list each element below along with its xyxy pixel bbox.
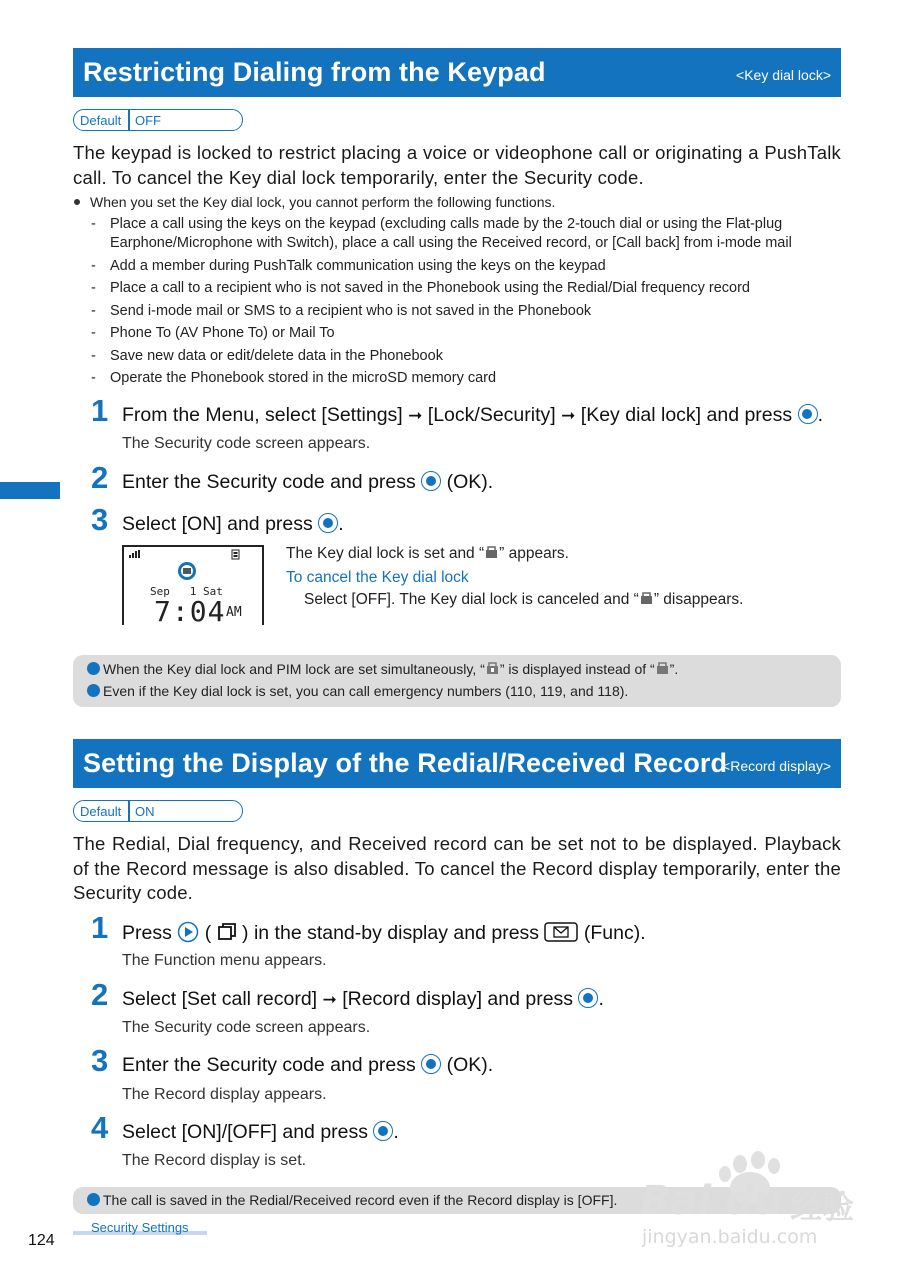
key-lock-icon — [639, 592, 654, 606]
list-item-text: Phone To (AV Phone To) or Mail To — [110, 325, 335, 341]
list-item: - Phone To (AV Phone To) or Mail To — [91, 325, 335, 341]
default-setting-pill — [73, 109, 243, 131]
cancel-heading: To cancel the Key dial lock — [286, 569, 469, 586]
list-item-text: Save new data or edit/delete data in the Phonebook — [110, 347, 443, 364]
notes-box — [73, 655, 841, 707]
page-number: 124 — [28, 1232, 55, 1249]
watermark-brand-cn: 经验 — [790, 1189, 855, 1225]
note-bullet-icon — [87, 662, 100, 675]
step-instruction: Select [ON]/[OFF] and press . — [122, 1121, 399, 1143]
section-title: Setting the Display of the Redial/Received Record — [83, 748, 728, 778]
watermark-url: jingyan.baidu.com — [642, 1226, 818, 1248]
chapter-side-tab — [0, 482, 60, 499]
standby-ampm: AM — [226, 605, 242, 620]
list-item: - Place a call to a recipient who is not saved in the Phonebook using the Redial/Dial frequency record — [91, 280, 750, 296]
battery-icon — [232, 550, 239, 559]
section-tag: <Record display> — [722, 758, 831, 774]
phone-standby-screen — [122, 545, 264, 628]
list-item-text: Add a member during PushTalk communication using the keys on the keypad — [110, 257, 606, 274]
section-title: Restricting Dialing from the Keypad — [83, 57, 546, 87]
right-direction-key-icon — [177, 921, 199, 943]
key-lock-icon — [655, 662, 670, 676]
section-tag: <Key dial lock> — [736, 67, 831, 83]
center-key-icon — [373, 1121, 393, 1141]
watermark-brand: Bai du — [640, 1178, 783, 1224]
center-key-icon — [578, 988, 598, 1008]
center-key-icon — [421, 1054, 441, 1074]
section-header-key-dial-lock — [73, 48, 841, 97]
step-instruction: Select [ON] and press . — [122, 513, 344, 535]
section-header-record-display — [73, 739, 841, 788]
list-item-text: Place a call using the keys on the keypad (excluding calls made by the 2-touch dial or using the Flat-plug Earphone/Microphone with Switch), place a call using the Received record, or [Call back] from i-mode mail — [110, 216, 792, 251]
list-item: - Send i-mode mail or SMS to a recipient who is not saved in the Phonebook — [91, 302, 592, 319]
intro-paragraph: The Redial, Dial frequency, and Received record can be set not to be displayed. Playback of the Record message is also disabled. To cancel the Record display temporarily, enter the Security code. — [73, 833, 841, 903]
default-label: Default — [80, 113, 122, 128]
list-item-text: Send i-mode mail or SMS to a recipient who is not saved in the Phonebook — [110, 302, 592, 319]
pim-key-lock-icon — [485, 662, 500, 676]
note-bullet-icon — [87, 1193, 100, 1206]
step-number: 2 — [91, 977, 109, 1012]
standby-time: 7:04 — [154, 595, 226, 628]
note-bullet-icon — [87, 684, 100, 697]
step-number: 4 — [91, 1110, 109, 1145]
center-key-icon — [421, 471, 441, 491]
default-value: ON — [135, 804, 155, 819]
step-result: The Security code screen appears. — [122, 1019, 371, 1036]
list-item: - Add a member during PushTalk communication using the keys on the keypad — [91, 257, 606, 274]
default-label: Default — [80, 804, 122, 819]
footer-section-label: Security Settings — [91, 1220, 189, 1235]
key-lock-indicator-icon — [178, 562, 196, 580]
step-number: 1 — [91, 910, 109, 945]
note-item: Even if the Key dial lock is set, you can call emergency numbers (110, 119, and 118). — [87, 683, 628, 699]
step-number: 3 — [91, 1043, 109, 1078]
mail-key-icon — [544, 922, 578, 942]
window-icon — [217, 922, 237, 942]
step-result: The Function menu appears. — [122, 952, 327, 969]
bullet-dot-icon — [74, 199, 80, 205]
step-instruction: Enter the Security code and press (OK). — [122, 1054, 494, 1076]
step-instruction: From the Menu, select [Settings] ➞ [Lock/Security] ➞ [Key dial lock] and press . — [122, 404, 823, 426]
list-item-text: Place a call to a recipient who is not saved in the Phonebook using the Redial/Dial frequency record — [110, 280, 750, 296]
default-value: OFF — [135, 113, 161, 128]
restricted-functions-list — [91, 215, 841, 392]
step-result: The Security code screen appears. — [122, 435, 371, 452]
step-instruction: Press ( ) in the stand-by display and press (Func). — [122, 922, 646, 944]
pill-divider — [128, 110, 130, 130]
default-setting-pill — [73, 800, 243, 822]
bullet-note — [73, 194, 555, 210]
step-instruction: Select [Set call record] ➞ [Record display] and press . — [122, 988, 604, 1010]
cancel-instruction: Select [OFF]. The Key dial lock is canceled and “ ” disappears. — [304, 591, 744, 608]
step-number: 3 — [91, 502, 109, 537]
step-result: The Record display appears. — [122, 1086, 327, 1103]
bullet-text: When you set the Key dial lock, you cannot perform the following functions. — [90, 194, 556, 210]
list-item-text: Operate the Phonebook stored in the microSD memory card — [110, 370, 497, 386]
list-item: - Place a call using the keys on the keypad (excluding calls made by the 2-touch dial or using the Flat-plug Earphone/Microphone with Switch), place a call using the Received record, or [Call back] from i-mode mail — [91, 216, 792, 251]
key-lock-icon — [484, 546, 499, 560]
baidu-jingyan-watermark — [640, 1150, 855, 1250]
arrow-right-icon: ➞ — [408, 406, 423, 425]
center-key-icon — [798, 404, 818, 424]
list-item: - Operate the Phonebook stored in the microSD memory card — [91, 370, 497, 386]
list-item: - Save new data or edit/delete data in the Phonebook — [91, 347, 443, 364]
step-instruction: Enter the Security code and press (OK). — [122, 471, 494, 493]
step-number: 2 — [91, 460, 109, 495]
step-result: The Record display is set. — [122, 1152, 307, 1169]
note-item: The call is saved in the Redial/Received record even if the Record display is [OFF]. — [87, 1192, 617, 1208]
note-item: When the Key dial lock and PIM lock are set simultaneously, “ ” is displayed instead of “ ”. — [87, 661, 678, 677]
center-key-icon — [318, 513, 338, 533]
pill-divider — [128, 801, 130, 821]
arrow-right-icon: ➞ — [322, 990, 337, 1009]
arrow-right-icon: ➞ — [561, 406, 576, 425]
step-number: 1 — [91, 393, 109, 428]
standby-date: Sep 1 Sat — [150, 585, 223, 598]
intro-paragraph: The keypad is locked to restrict placing a voice or videophone call or originating a PushTalk call. To cancel the Key dial lock temporarily, enter the Security code. — [73, 142, 841, 188]
signal-icon — [129, 550, 140, 558]
key-dial-lock-result: The Key dial lock is set and “ ” appears. — [286, 545, 569, 562]
